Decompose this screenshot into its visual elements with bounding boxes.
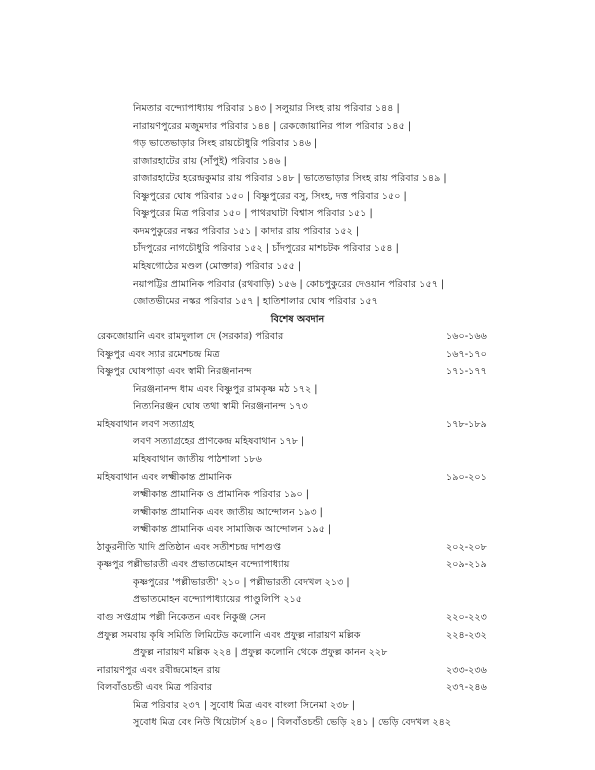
toc-entry: [0, 627, 595, 644]
toc-subentry: [0, 486, 595, 503]
entry-title: প্রফুল্ল সমবায় কৃষি সমিতি লিমিটেড কলোনি এবং প্রফুল্ল নারায়ণ মল্লিক: [97, 629, 361, 641]
subentry-text: লক্ষ্মীকান্ত প্রামানিক এবং জাতীয় আন্দোলন ১৯৩ |: [133, 506, 323, 518]
toc-entry: [0, 539, 595, 556]
toc-subentry: [0, 574, 595, 591]
subentry-text: মহিষগোঠের মণ্ডল (মোক্তার) পরিবার ১৫৫ |: [133, 261, 302, 272]
entry-page-range: ২২০-২২৩: [446, 612, 487, 623]
entry-title: বিষ্ণুপুর এবং স্যার রমেশচন্দ্র মিত্র: [97, 348, 220, 360]
toc-subentry: [0, 170, 595, 187]
subentry-text: নিত্যনিরঞ্জন ঘোষ তথা স্বামী নিরঞ্জনানন্দ ১৭৩: [133, 401, 308, 413]
toc-subentry: [0, 276, 595, 293]
subentry-text: প্রফুল্ল নারায়ণ মল্লিক ২২৪ | প্রফুল্ল কলোনি থেকে প্রফুল্ল কানন ২২৮: [133, 647, 388, 659]
subentry-text: নিমতার বন্দ্যোপাধ্যায় পরিবার ১৪৩ | সলুয়ার সিংহ রায় পরিবার ১৪৪ |: [133, 103, 400, 114]
toc-subentry: [0, 223, 595, 240]
toc-subentry: [0, 240, 595, 257]
toc-subentry: [0, 451, 595, 468]
entry-title: রেকজোয়ানি এবং রামদুলাল দে (সরকার) পরিবার: [97, 331, 284, 343]
toc-subentry: [0, 258, 595, 275]
toc-subentry: [0, 714, 595, 731]
toc-subentry: [0, 118, 595, 135]
toc-entry: [0, 679, 595, 696]
toc-entry: [0, 662, 595, 679]
entry-page-range: ১৭১-১৭৭: [446, 366, 487, 378]
entry-title: ঠাকুরনীতি খাদি প্রতিষ্ঠান এবং সতীশচন্দ্র দাশগুপ্ত: [97, 541, 281, 553]
section-heading-text: বিশেষ অবদান: [270, 313, 325, 325]
entry-page-range: ২০২-২০৮: [446, 541, 487, 553]
entry-page-range: ১৭৮-১৮৯: [446, 418, 487, 430]
entry-page-range: ২৩৩-২৩৬: [446, 664, 487, 676]
toc-subentry: [0, 293, 595, 310]
section-heading: [0, 311, 595, 328]
subentry-text: গড় ভাতেভাড়ার সিংহ রায়চৌধুরি পরিবার ১৪৬ |: [133, 138, 318, 150]
toc-entry: [0, 469, 595, 486]
toc-subentry: [0, 135, 595, 152]
subentry-text: কৃষ্ণপুরের 'পল্লীভারতী' ২১০ | পল্লীভারতী বেদখল ২১৩ |: [133, 576, 350, 588]
toc-subentry: [0, 381, 595, 398]
subentry-text: চাঁদপুরের নাগচৌধুরি পরিবার ১৫২ | চাঁদপুরের মাশচটক পরিবার ১৫৪ |: [133, 243, 399, 255]
subentry-text: লক্ষ্মীকান্ত প্রামানিক ও প্রামানিক পরিবার ১৯০ |: [133, 489, 310, 501]
entry-title: মহিষবাথান লবণ সত্যাগ্রহ: [97, 418, 194, 430]
entry-page-range: ২২৪-২৩২: [446, 629, 487, 641]
subentry-text: নিরঞ্জনানন্দ ধাম এবং বিষ্ণুপুর রামকৃষ্ণ মঠ ১৭২ |: [133, 383, 318, 395]
subentry-text: জোতভীমের নস্কর পরিবার ১৫৭ | হাতিশালার ঘোষ পরিবার ১৫৭: [133, 296, 378, 308]
entry-page-range: ২৩৭-২৪৬: [446, 682, 487, 694]
subentry-text: নারায়ণপুরের মজুমদার পরিবার ১৪৪ | রেকজোয়ানির পাল পরিবার ১৪৫ |: [133, 120, 412, 132]
toc-subentry: [0, 100, 595, 117]
toc-subentry: [0, 697, 595, 714]
toc-entry: [0, 609, 595, 626]
subentry-text: মহিষবাথান জাতীয় পাঠশালা ১৮৬: [133, 454, 262, 465]
entry-page-range: ১৬০-১৬৬: [446, 331, 487, 343]
toc-entry: [0, 363, 595, 380]
subentry-text: বিষ্ণুপুরের মিত্র পরিবার ১৫০ | পাথরঘাটা বিশ্বাস পরিবার ১৫১ |: [133, 208, 373, 220]
subentry-text: প্রভাতমোহন বন্দ্যোপাধ্যায়ের পাণ্ডুলিপি ২১৫: [133, 594, 302, 606]
subentry-text: মিত্র পরিবার ২৩৭ | সুবোধ মিত্র এবং বাংলা সিনেমা ২৩৮ |: [133, 699, 355, 711]
subentry-text: নয়াপট্টির প্রামানিক পরিবার (রথবাড়ি) ১৫৬ | কোচপুকুরের দেওয়ান পরিবার ১৫৭ |: [133, 278, 445, 290]
entry-page-range: ১৬৭-১৭০: [446, 348, 487, 360]
entry-title: কৃষ্ণপুর পল্লীভারতী এবং প্রভাতমোহন বন্দ্যোপাধ্যায়: [97, 559, 290, 571]
toc-subentry: [0, 644, 595, 661]
subentry-text: কদমপুকুরের নস্কর পরিবার ১৫১ | কাদার রায় পরিবার ১৫২ |: [133, 225, 360, 237]
subentry-text: বিষ্ণুপুরের ঘোষ পরিবার ১৫০ | বিষ্ণুপুরের বসু, সিংহ, দত্ত পরিবার ১৫০ |: [133, 190, 407, 202]
entry-page-range: ২০৯-২১৯: [446, 559, 487, 571]
entry-title: বিষ্ণুপুর ঘোষপাড়া এবং স্বামী নিরঞ্জনানন্দ: [97, 366, 252, 378]
subentry-text: সুবোধ মিত্র বেং নিউ থিয়েটার্স ২৪০ | বিলবাঁওচন্ডী ভেড়ি ২৪১ | ভেড়ি বেদখল ২৪২: [133, 717, 452, 729]
entry-page-range: ১৯০-২০১: [446, 471, 487, 483]
entry-title: মহিষবাথান এবং লক্ষ্মীকান্ত প্রামানিক: [97, 471, 232, 483]
toc-subentry: [0, 205, 595, 222]
toc-subentry: [0, 504, 595, 521]
entry-title: বাগু সপ্তগ্রাম পল্লী নিকেতন এবং নিকুঞ্জ সেন: [97, 612, 266, 623]
toc-subentry: [0, 591, 595, 608]
toc-subentry: [0, 398, 595, 415]
subentry-text: লবণ সত্যাগ্রহের প্রাণকেন্দ্র মহিষবাথান ১৭৮ |: [133, 436, 305, 448]
entry-title: নারায়ণপুর এবং রবীন্দ্রমোহন রায়: [97, 664, 221, 676]
entry-title: বিলবাঁওচন্ডী এবং মিত্র পরিবার: [97, 682, 212, 694]
subentry-text: রাজারহাটের রায় (সাঁপুই) পরিবার ১৪৬ |: [133, 155, 287, 167]
toc-subentry: [0, 521, 595, 538]
subentry-text: রাজারহাটের হরেন্দ্রকুমার রায় পরিবার ১৪৮ | ভাতেভাড়ার সিংহ রায় পরিবার ১৪৯ |: [133, 173, 447, 185]
toc-subentry: [0, 433, 595, 450]
toc-entry: [0, 346, 595, 363]
toc-entry: [0, 416, 595, 433]
toc-entry: [0, 328, 595, 345]
subentry-text: লক্ষ্মীকান্ত প্রামানিক এবং সামাজিক আন্দোলন ১৯৫ |: [133, 524, 332, 536]
toc-subentry: [0, 188, 595, 205]
toc-entry: [0, 556, 595, 573]
toc-subentry: [0, 153, 595, 170]
